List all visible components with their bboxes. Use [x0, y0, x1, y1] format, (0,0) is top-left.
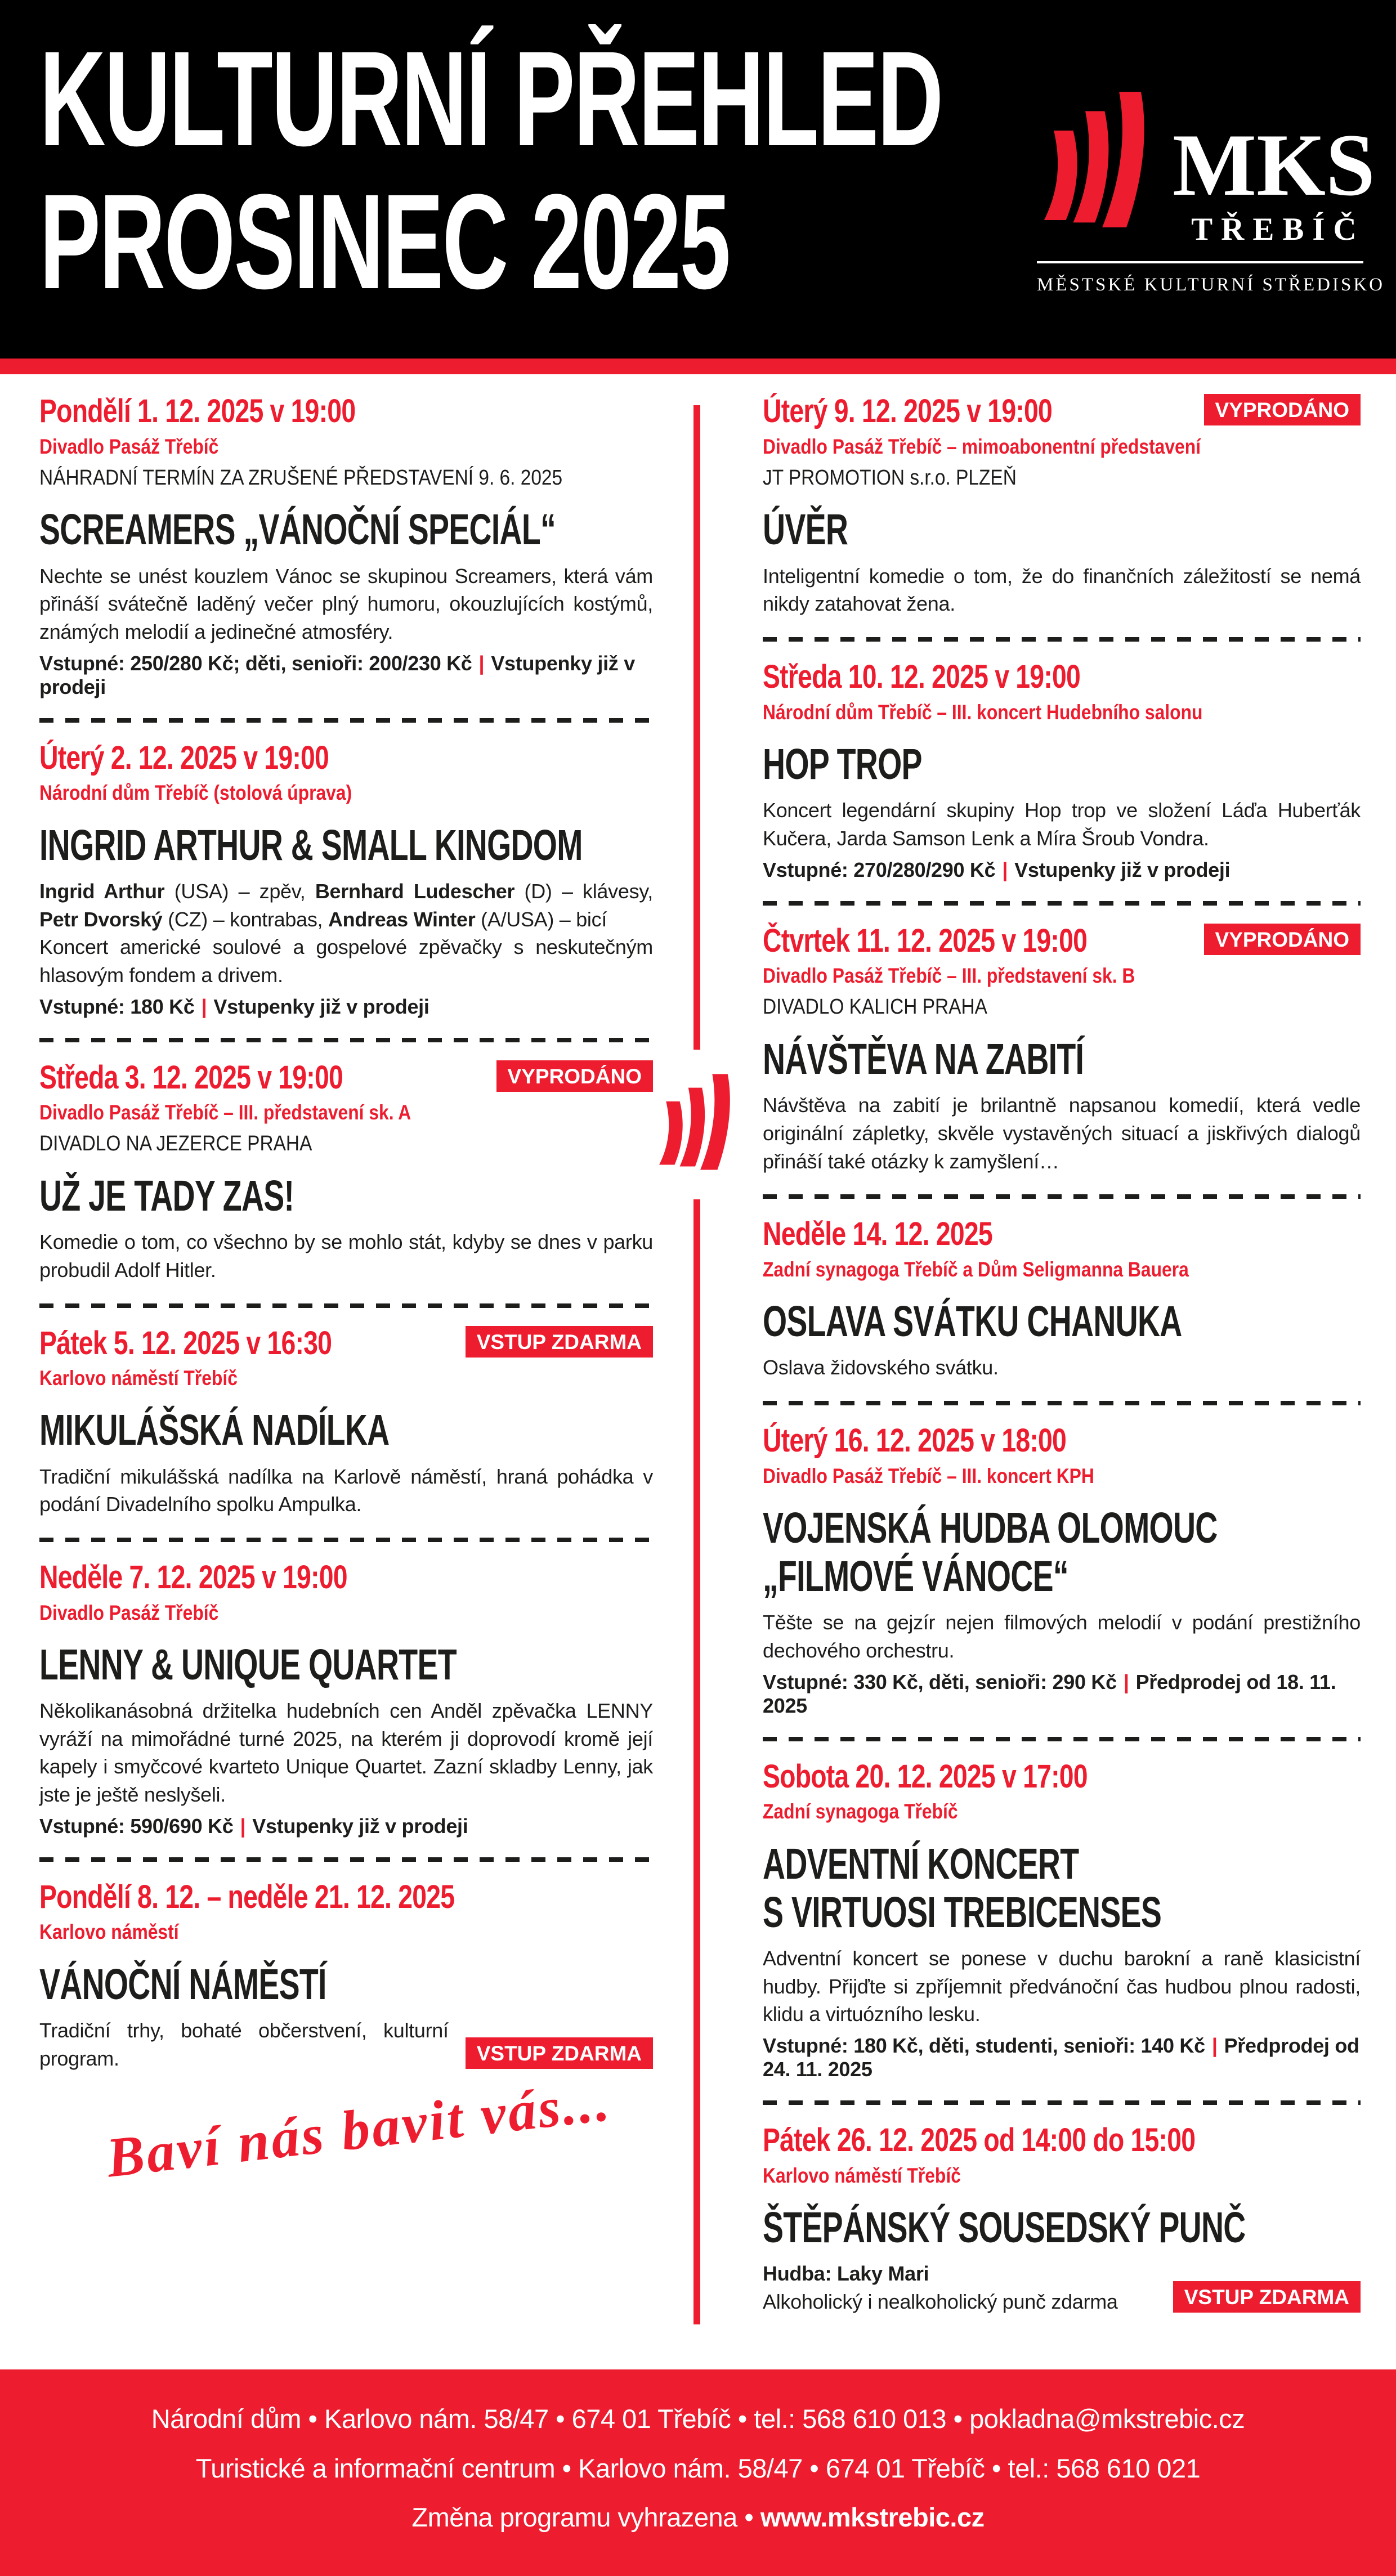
dashed-separator [39, 718, 653, 723]
price-pipe-separator: | [1211, 2034, 1218, 2058]
event-desc-paragraph: Několikanásobná držitelka hudebních cen Anděl zpěvačka LENNY vyráží na mimořádné turné 2025, na kterém ji doprovodí kromě její kapely i smyčcové kvarteto Unique Quartet. Zazní skladby Lenny, jak jste je ještě neslyšeli. [39, 1699, 653, 1807]
event-header-row [39, 1880, 653, 1915]
event-item [39, 1060, 653, 1284]
event-price-value: Vstupné: 180 Kč [39, 994, 195, 1018]
event-organizer: JT PROMOTION s.r.o. PLZEŇ [763, 465, 1017, 490]
event-date: Pondělí 1. 12. 2025 v 19:00 [39, 393, 356, 429]
event-body-row [763, 1945, 1361, 2028]
mks-ribbons-icon [1037, 79, 1158, 248]
event-title-line: ÚVĚR [763, 505, 848, 554]
event-organizer: DIVADLO NA JEZERCE PRAHA [39, 1132, 312, 1156]
event-venue: Karlovo náměstí Třebíč [39, 1367, 238, 1390]
event-desc-paragraph: Tradiční trhy, bohaté občerstvení, kulturní program. [39, 2018, 449, 2070]
mks-ribbons-icon [654, 1069, 740, 1180]
event-venue: Divadlo Pasáž Třebíč – III. představení sk. B [763, 964, 1135, 988]
event-title-line: SCREAMERS „VÁNOČNÍ SPECIÁL“ [39, 505, 556, 554]
event-body-row [39, 2017, 653, 2072]
event-item [763, 1423, 1361, 1718]
divider-ribbons-mark [646, 1050, 748, 1199]
event-title-line: ADVENTNÍ KONCERT [763, 1839, 1079, 1888]
event-title-line: VOJENSKÁ HUDBA OLOMOUC [763, 1503, 1218, 1552]
event-item [763, 1217, 1361, 1382]
dashed-separator [763, 1194, 1361, 1199]
event-description [39, 562, 653, 646]
event-organizer: DIVADLO KALICH PRAHA [763, 995, 987, 1019]
slogan-script-text: Baví nás bavit vás... [103, 2069, 615, 2189]
event-venue: Zadní synagoga Třebíč [763, 1800, 958, 1824]
event-date: Středa 3. 12. 2025 v 19:00 [39, 1059, 343, 1096]
event-sale-info: Vstupenky již v prodeji [213, 994, 429, 1018]
event-description [39, 1697, 653, 1809]
event-body-row [39, 562, 653, 646]
event-date: Čtvrtek 11. 12. 2025 v 19:00 [763, 922, 1088, 959]
event-title [39, 1172, 653, 1220]
event-body-row [763, 796, 1361, 852]
event-title-line: „FILMOVÉ VÁNOCE“ [763, 1552, 1068, 1601]
event-header-row [763, 1423, 1361, 1459]
dashed-separator [763, 1737, 1361, 1741]
event-body-row [763, 1091, 1361, 1175]
program-listing [0, 374, 1396, 2369]
event-venue: Divadlo Pasáž Třebíč [39, 434, 219, 458]
program-column-right [763, 394, 1361, 2316]
footer-website: www.mkstrebic.cz [760, 2502, 985, 2533]
event-desc-paragraph: Návštěva na zabití je brilantně napsanou komedií, která vedle originální zápletky, skvěle vystavěných situací a jiskřivých dialogů přináší také otázky k zamyšlení… [763, 1094, 1361, 1173]
event-title-line: LENNY & UNIQUE QUARTET [39, 1640, 457, 1689]
event-title [39, 821, 653, 870]
event-body-row [39, 1463, 653, 1518]
event-body-row [763, 1609, 1361, 1664]
dashed-separator [39, 1038, 653, 1042]
event-date: Sobota 20. 12. 2025 v 17:00 [763, 1758, 1088, 1795]
event-title [763, 1504, 1361, 1601]
price-pipe-separator: | [201, 994, 207, 1018]
dashed-separator [763, 2100, 1361, 2105]
event-header-row [763, 2123, 1361, 2158]
event-price-value: Vstupné: 330 Kč, děti, senioři: 290 Kč [763, 1670, 1117, 1694]
event-venue: Karlovo náměstí [39, 1920, 179, 1944]
footer-note: Změna programu vyhrazena • [411, 2502, 760, 2533]
poster-footer [0, 2369, 1396, 2576]
dashed-separator [39, 1303, 653, 1308]
column-divider-line [693, 405, 700, 2324]
mks-logo-top [1037, 79, 1375, 248]
event-body-row [39, 1228, 653, 1284]
event-item [763, 660, 1361, 881]
event-price-line [39, 995, 653, 1019]
event-price-line [763, 1670, 1361, 1718]
event-header-row [39, 1060, 653, 1096]
price-pipe-separator: | [240, 1814, 246, 1838]
event-description [763, 1354, 1361, 1382]
footer-contact-line-2: Turistické a informační centrum • Karlovo nám. 58/47 • 674 01 Třebíč • tel.: 568 610 021 [195, 2453, 1201, 2483]
title-line-2: PROSINEC 2025 [39, 166, 730, 317]
event-price-line [39, 1815, 653, 1838]
event-desc-paragraph: Koncert legendární skupiny Hop trop ve složení Láďa Huberťák Kučera, Jarda Samson Lenk a Míra Šroub Vondra. [763, 799, 1361, 850]
event-description [39, 2017, 449, 2072]
event-venue: Národní dům Třebíč (stolová úprava) [39, 781, 352, 805]
event-title-line: S VIRTUOSI TREBICENSES [763, 1888, 1162, 1937]
event-price-value: Vstupné: 250/280 Kč; děti, senioři: 200/230 Kč [39, 651, 472, 675]
event-header-row [763, 1217, 1361, 1252]
event-desc-paragraph: Tradiční mikulášská nadílka na Karlově náměstí, hraná pohádka v podání Divadelního spolku Ampulka. [39, 1464, 653, 1516]
mks-logo [1037, 79, 1385, 295]
event-description [39, 1463, 653, 1518]
event-venue: Divadlo Pasáž Třebíč – III. představení sk. A [39, 1101, 411, 1125]
event-date: Úterý 2. 12. 2025 v 19:00 [39, 739, 329, 776]
title-line-1: KULTURNÍ PŘEHLED [39, 23, 942, 174]
event-date: Neděle 14. 12. 2025 [763, 1216, 992, 1253]
event-sale-info: Předprodej od 18. 11. 2025 [763, 1670, 1336, 1717]
dashed-separator [763, 637, 1361, 642]
mks-logo-text [1173, 115, 1375, 248]
event-title-line: NÁVŠTĚVA NA ZABITÍ [763, 1034, 1084, 1083]
event-desc-paragraph: Alkoholický i nealkoholický punč zdarma [763, 2290, 1118, 2313]
event-body-row [763, 2260, 1361, 2315]
event-item [39, 1560, 653, 1838]
event-item [39, 394, 653, 699]
program-column-left [39, 394, 653, 2190]
event-header-row [39, 394, 653, 429]
event-title [39, 1406, 653, 1454]
event-body-row [763, 562, 1361, 618]
logo-divider-line [1037, 261, 1363, 263]
event-price-value: Vstupné: 590/690 Kč [39, 1814, 234, 1838]
status-badge: VYPRODÁNO [496, 1060, 653, 1092]
event-description [763, 2260, 1156, 2315]
event-description [39, 877, 653, 989]
event-title-line: VÁNOČNÍ NÁMĚSTÍ [39, 1960, 326, 2009]
dashed-separator [39, 1857, 653, 1862]
price-pipe-separator: | [1123, 1670, 1129, 1694]
event-venue: Divadlo Pasáž Třebíč – mimoabonentní představení [763, 434, 1201, 458]
logo-city: TŘEBÍČ [1191, 212, 1365, 247]
event-header-row [763, 1759, 1361, 1795]
event-item [39, 1326, 653, 1518]
dashed-separator [39, 1538, 653, 1542]
dashed-separator [763, 1401, 1361, 1405]
event-title [39, 1641, 653, 1689]
event-title [763, 505, 1361, 554]
event-venue: Zadní synagoga Třebíč a Dům Seligmanna Bauera [763, 1257, 1189, 1281]
status-badge: VSTUP ZDARMA [1173, 2281, 1361, 2313]
event-venue: Národní dům Třebíč – III. koncert Hudebního salonu [763, 700, 1203, 724]
event-sale-info: Vstupenky již v prodeji [39, 651, 635, 698]
event-title [763, 1840, 1361, 1937]
event-title-line: HOP TROP [763, 740, 922, 789]
event-desc-paragraph: Ingrid Arthur (USA) – zpěv, Bernhard Ludescher (D) – klávesy, Petr Dvorský (CZ) – kontrabas, Andreas Winter (A/USA) – bicí [39, 879, 653, 931]
event-desc-paragraph: Adventní koncert se ponese v duchu barokní a raně klasicistní hudby. Přijďte si zpříjemnit předvánoční čas hudbou plnou radosti, klidu a virtuózního lesku. [763, 1947, 1361, 2026]
event-title [763, 1035, 1361, 1083]
event-price-line [763, 2034, 1361, 2081]
event-date: Středa 10. 12. 2025 v 19:00 [763, 658, 1080, 696]
footer-contact-line-3 [23, 2503, 1373, 2532]
event-title-line: INGRID ARTHUR & SMALL KINGDOM [39, 821, 583, 870]
event-organizer: NÁHRADNÍ TERMÍN ZA ZRUŠENÉ PŘEDSTAVENÍ 9. 6. 2025 [39, 465, 563, 490]
event-desc-paragraph: Těšte se na gejzír nejen filmových melodií v podání prestižního dechového orchestru. [763, 1611, 1361, 1663]
event-header-row [39, 1326, 653, 1361]
event-desc-paragraph: Koncert americké soulové a gospelové zpěvačky s neskutečným hlasovým fondem a drivem. [39, 935, 653, 987]
event-date: Pondělí 8. 12. – neděle 21. 12. 2025 [39, 1878, 455, 1915]
event-date: Úterý 9. 12. 2025 v 19:00 [763, 393, 1052, 429]
footer-contact-line-1: Národní dům • Karlovo nám. 58/47 • 674 01 Třebíč • tel.: 568 610 013 • pokladna@mkstrebic.cz [151, 2404, 1245, 2434]
event-title [763, 740, 1361, 789]
event-item [763, 1759, 1361, 2081]
event-item [39, 1880, 653, 2072]
event-description [763, 1609, 1361, 1664]
price-pipe-separator: | [478, 651, 485, 675]
event-sale-info: Vstupenky již v prodeji [1014, 858, 1231, 881]
event-date: Neděle 7. 12. 2025 v 19:00 [39, 1559, 347, 1596]
event-venue: Divadlo Pasáž Třebíč [39, 1601, 219, 1624]
event-header-row [39, 741, 653, 776]
status-badge: VSTUP ZDARMA [466, 1326, 653, 1358]
event-price-value: Vstupné: 270/280/290 Kč [763, 858, 996, 881]
event-date: Úterý 16. 12. 2025 v 18:00 [763, 1422, 1066, 1459]
status-badge: VSTUP ZDARMA [466, 2037, 653, 2069]
event-header-row [763, 660, 1361, 695]
event-header-row [39, 1560, 653, 1596]
event-title [763, 1297, 1361, 1346]
dashed-separator [763, 901, 1361, 906]
event-title [39, 1960, 653, 2009]
event-price-line [763, 858, 1361, 882]
event-item [39, 741, 653, 1019]
event-body-row [39, 877, 653, 989]
event-body-row [39, 1697, 653, 1809]
event-price-value: Vstupné: 180 Kč, děti, studenti, senioři: 140 Kč [763, 2034, 1205, 2058]
event-date: Pátek 5. 12. 2025 v 16:30 [39, 1324, 332, 1361]
event-title-line: MIKULÁŠSKÁ NADÍLKA [39, 1406, 390, 1455]
event-venue: Divadlo Pasáž Třebíč – III. koncert KPH [763, 1464, 1094, 1488]
status-badge: VYPRODÁNO [1204, 924, 1361, 955]
event-header-row [763, 924, 1361, 959]
status-badge: VYPRODÁNO [1204, 394, 1361, 425]
event-desc-paragraph: Hudba: Laky Mari [763, 2262, 929, 2286]
logo-subtitle: MĚSTSKÉ KULTURNÍ STŘEDISKO [1037, 275, 1385, 295]
event-item [763, 394, 1361, 618]
event-date: Pátek 26. 12. 2025 od 14:00 do 15:00 [763, 2122, 1196, 2159]
event-price-line [39, 652, 653, 699]
event-desc-paragraph: Nechte se unést kouzlem Vánoc se skupinou Screamers, která vám přináší svátečně laděný večer plný humoru, okouzlujících kostýmů, známých melodií a jedinečné atmosféry. [39, 564, 653, 644]
event-item [763, 924, 1361, 1176]
event-sale-info: Předprodej od 24. 11. 2025 [763, 2034, 1359, 2081]
event-body-row [763, 1354, 1361, 1382]
event-description [763, 1091, 1361, 1175]
event-desc-paragraph: Oslava židovského svátku. [763, 1356, 999, 1379]
header-red-bar [0, 359, 1396, 374]
price-pipe-separator: | [1002, 858, 1008, 881]
event-title-line: OSLAVA SVÁTKU CHANUKA [763, 1297, 1182, 1346]
event-description [39, 1228, 653, 1284]
event-header-row [763, 394, 1361, 429]
event-title [763, 2203, 1361, 2252]
event-description [763, 1945, 1361, 2028]
event-title-line: ŠTĚPÁNSKÝ SOUSEDSKÝ PUNČ [763, 2203, 1246, 2252]
event-venue: Karlovo náměstí Třebíč [763, 2163, 961, 2187]
logo-name: MKS [1173, 115, 1375, 214]
poster-header [0, 0, 1396, 359]
event-sale-info: Vstupenky již v prodeji [252, 1814, 468, 1838]
event-item [763, 2123, 1361, 2315]
event-desc-paragraph: Inteligentní komedie o tom, že do finančních záležitostí se nemá nikdy zatahovat žena. [763, 564, 1361, 616]
event-description [763, 796, 1361, 852]
event-title [39, 505, 653, 554]
event-title-line: UŽ JE TADY ZAS! [39, 1171, 294, 1220]
event-desc-paragraph: Komedie o tom, co všechno by se mohlo stát, kdyby se dnes v parku probudil Adolf Hitler. [39, 1230, 653, 1282]
event-description [763, 562, 1361, 618]
